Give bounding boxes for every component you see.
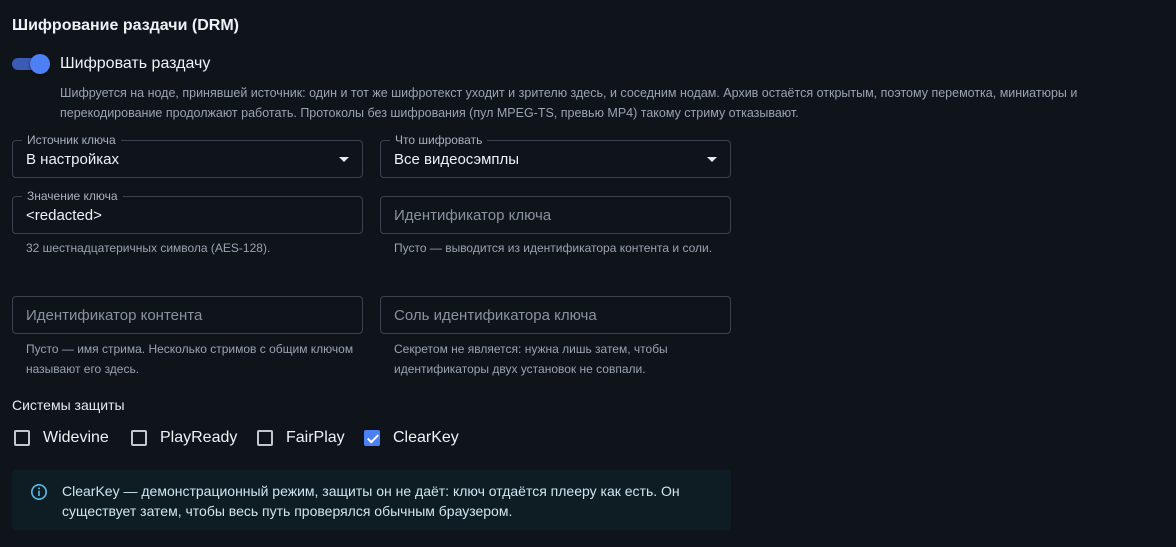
checkbox-fairplay[interactable] [257, 429, 345, 447]
checkbox-clearkey[interactable] [364, 429, 459, 447]
key-value-input[interactable]: <redacted> [26, 207, 102, 224]
section-title: Шифрование раздачи (DRM) [12, 17, 239, 34]
chevron-down-icon [707, 157, 717, 162]
key-value-legend: Значение ключа [22, 189, 123, 203]
key-id-field[interactable] [380, 196, 731, 234]
encrypt-toggle-help: Шифруется на ноде, принявшей источник: один и тот же шифротекст уходит и зрителю здесь, и соседним нодам. Архив остаётся открытым, поэтому перемотка, миниатюры и перекодирование продолжают работать. Протоколы без шифрования (пул MPEG-TS, превью MP4) такому стриму отказывают. [60, 86, 1078, 120]
checkbox-label: FairPlay [286, 429, 345, 446]
key-source-select[interactable] [12, 133, 363, 178]
checkbox-label: PlayReady [160, 429, 238, 446]
checkbox-label: ClearKey [393, 429, 459, 446]
chevron-down-icon [339, 157, 349, 162]
checkbox-box[interactable] [14, 430, 30, 446]
encrypt-toggle[interactable] [12, 54, 50, 74]
key-id-placeholder[interactable]: Идентификатор ключа [394, 207, 552, 224]
protection-systems-label: Системы защиты [12, 397, 125, 413]
clearkey-info-alert [12, 470, 731, 530]
key-id-salt-placeholder[interactable]: Соль идентификатора ключа [394, 307, 597, 324]
toggle-thumb [30, 54, 50, 74]
checkbox-label: Widevine [43, 429, 109, 446]
checkbox-box[interactable] [257, 430, 273, 446]
checkbox-widevine[interactable] [14, 429, 109, 447]
content-id-helper: Пусто — имя стрима. Несколько стримов с общим ключом называют его здесь. [26, 342, 354, 376]
key-id-salt-field[interactable] [380, 296, 731, 334]
alert-text: ClearKey — демонстрационный режим, защиты он не даёт: ключ отдаётся плееру как есть. Он существует затем, чтобы весь путь проверялся обычным браузером. [62, 483, 680, 519]
key-id-helper: Пусто — выводится из идентификатора контента и соли. [394, 241, 713, 255]
content-id-placeholder[interactable]: Идентификатор контента [26, 307, 203, 324]
encrypt-toggle-label[interactable]: Шифровать раздачу [60, 55, 211, 72]
key-id-salt-helper: Секретом не является: нужна лишь затем, чтобы идентификаторы двух установок не совпали. [394, 342, 668, 376]
checkbox-box[interactable] [131, 430, 147, 446]
key-value-helper: 32 шестнадцатеричных символа (AES-128). [26, 241, 271, 255]
what-to-encrypt-value: Все видеосэмплы [394, 151, 520, 168]
what-to-encrypt-legend: Что шифровать [390, 133, 487, 147]
key-value-field[interactable] [12, 189, 363, 234]
key-source-legend: Источник ключа [22, 133, 121, 147]
content-id-field[interactable] [12, 296, 363, 334]
checkbox-playready[interactable] [131, 429, 237, 447]
what-to-encrypt-select[interactable] [380, 133, 731, 178]
key-source-value: В настройках [26, 151, 119, 168]
checkbox-box-checked[interactable] [364, 430, 380, 446]
info-icon [30, 483, 48, 501]
